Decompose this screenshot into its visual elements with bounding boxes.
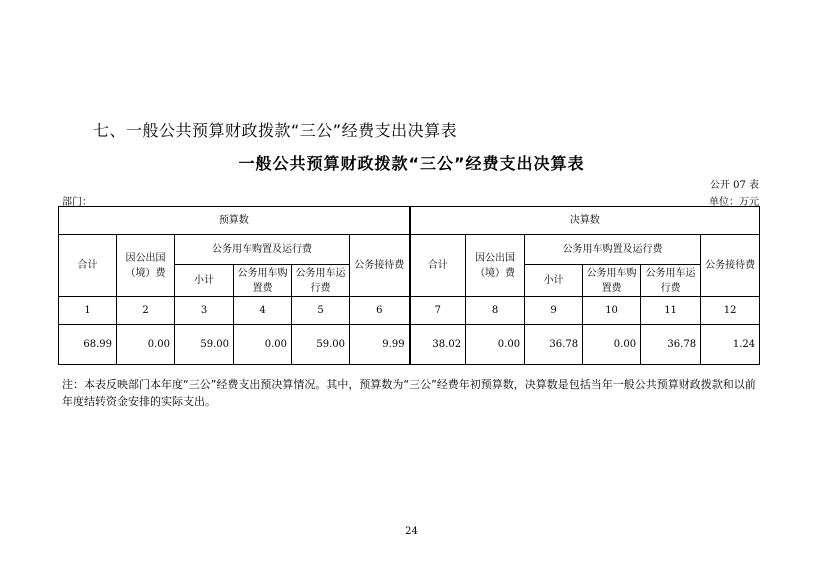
column-number: 8 — [466, 297, 525, 325]
budget-vehicle-purchase-header: 公务用车购置费 — [234, 265, 292, 297]
value-cell: 9.99 — [350, 325, 410, 365]
final-subtotal-header: 小计 — [525, 265, 583, 297]
column-number-row — [59, 297, 760, 325]
value-cell: 0.00 — [117, 325, 175, 365]
final-vehicle-operation-header: 公务用车运行费 — [641, 265, 701, 297]
budget-subtotal-header: 小计 — [175, 265, 234, 297]
group-header-row — [59, 207, 760, 235]
budget-vehicle-group-header: 公务用车购置及运行费 — [175, 235, 350, 265]
table-title: 一般公共预算财政拨款“三公”经费支出决算表 — [238, 154, 585, 173]
column-number: 5 — [292, 297, 350, 325]
three-public-expenses-table — [58, 206, 760, 365]
column-number: 2 — [117, 297, 175, 325]
header-row-1 — [59, 235, 760, 265]
budget-total-header: 合计 — [59, 235, 117, 297]
column-number: 7 — [410, 297, 466, 325]
final-reception-header: 公务接待费 — [701, 235, 760, 297]
table-note: 注：本表反映部门本年度“三公”经费支出预决算情况。其中，预算数为“三公”经费年初预算数，决算数是包括当年一般公共预算财政拨款和以前年度结转资金安排的实际支出。 — [62, 378, 756, 408]
column-number: 12 — [701, 297, 760, 325]
budget-group-header: 预算数 — [59, 207, 410, 235]
column-number: 4 — [234, 297, 292, 325]
final-vehicle-purchase-header: 公务用车购置费 — [583, 265, 641, 297]
value-cell: 36.78 — [641, 325, 701, 365]
final-vehicle-group-header: 公务用车购置及运行费 — [525, 235, 701, 265]
department-label: 部门： — [62, 197, 92, 208]
page-number: 24 — [405, 526, 418, 537]
value-cell: 0.00 — [583, 325, 641, 365]
value-cell: 0.00 — [466, 325, 525, 365]
value-cell: 0.00 — [234, 325, 292, 365]
value-cell: 59.00 — [292, 325, 350, 365]
budget-vehicle-operation-header: 公务用车运行费 — [292, 265, 350, 297]
unit-label: 单位：万元 — [709, 197, 759, 208]
budget-abroad-header: 因公出国（境）费 — [117, 235, 175, 297]
column-number: 9 — [525, 297, 583, 325]
column-number: 11 — [641, 297, 701, 325]
value-cell: 59.00 — [175, 325, 234, 365]
value-row — [59, 325, 760, 365]
final-total-header: 合计 — [410, 235, 466, 297]
column-number: 10 — [583, 297, 641, 325]
final-abroad-header: 因公出国（境）费 — [466, 235, 525, 297]
value-cell: 68.99 — [59, 325, 117, 365]
column-number: 3 — [175, 297, 234, 325]
final-group-header: 决算数 — [410, 207, 760, 235]
section-title: 七、一般公共预算财政拨款“三公”经费支出决算表 — [93, 121, 458, 140]
column-number: 6 — [350, 297, 410, 325]
column-number: 1 — [59, 297, 117, 325]
value-cell: 36.78 — [525, 325, 583, 365]
value-cell: 38.02 — [410, 325, 466, 365]
value-cell: 1.24 — [701, 325, 760, 365]
budget-reception-header: 公务接待费 — [350, 235, 410, 297]
form-number: 公开 07 表 — [709, 180, 759, 191]
